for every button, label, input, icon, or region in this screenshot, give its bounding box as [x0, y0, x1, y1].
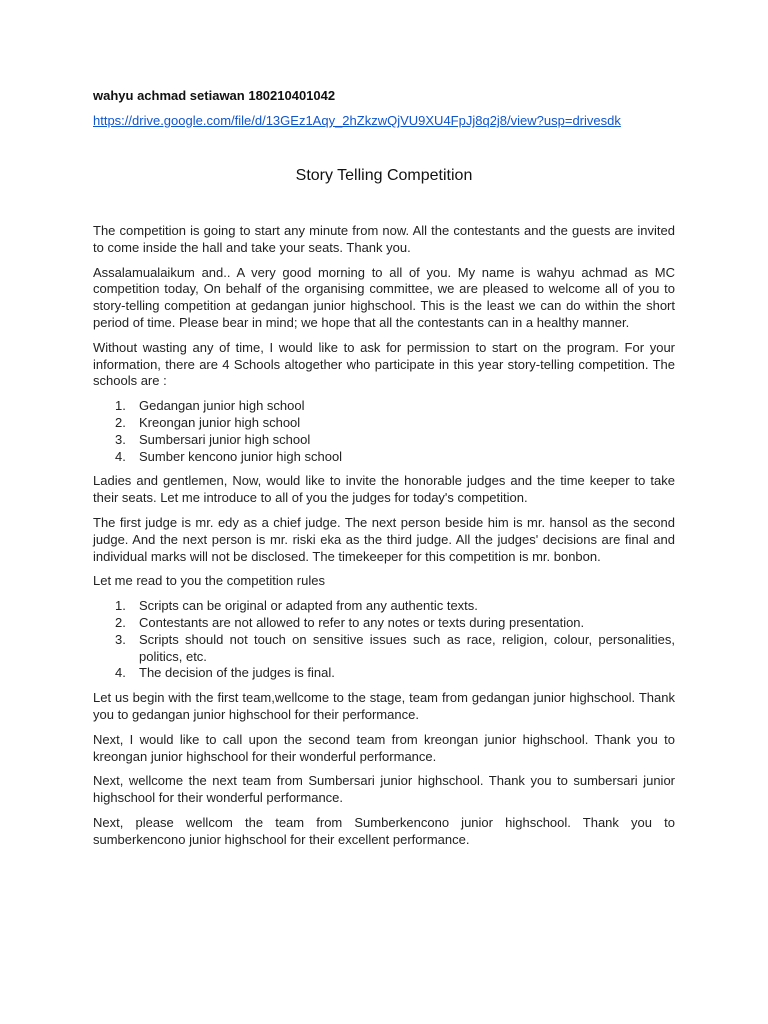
list-item	[93, 665, 675, 682]
paragraph-team-3: Next, wellcome the next team from Sumbersari junior highschool. Thank you to sumbersari junior highschool for their wonderful performance.	[93, 773, 675, 806]
list-text: Scripts should not touch on sensitive issues such as race, religion, colour, personalities, politics, etc.	[139, 631, 675, 664]
paragraph-intro: The competition is going to start any minute from now. All the contestants and the guests are invited to come inside the hall and take your seats. Thank you.	[93, 223, 675, 255]
list-number: 4.	[115, 665, 126, 681]
paragraph-rules-intro: Let me read to you the competition rules	[93, 573, 325, 589]
list-number: 3.	[115, 431, 126, 447]
list-item	[93, 415, 675, 432]
author-line: wahyu achmad setiawan 180210401042	[93, 88, 336, 103]
list-item	[93, 398, 675, 415]
list-item	[93, 598, 675, 615]
list-number: 3.	[115, 631, 126, 647]
list-text: Kreongan junior high school	[139, 414, 301, 430]
list-text: Sumber kencono junior high school	[139, 448, 343, 464]
paragraph-team-1: Let us begin with the first team,wellcome to the stage, team from gedangan junior highschool. Thank you to gedangan junior highschool for their performance.	[93, 690, 675, 722]
paragraph-judges: The first judge is mr. edy as a chief judge. The next person beside him is mr. hansol as the second judge. And the next person is mr. riski eka as the third judge. All the judges' decisions are final and individual marks will not be disclosed. The timekeeper for this competition is mr. bonbon.	[93, 514, 675, 564]
list-text: Gedangan junior high school	[139, 398, 305, 414]
list-number: 2.	[115, 614, 126, 630]
paragraph-greeting: Assalamualaikum and.. A very good morning to all of you. My name is wahyu achmad as MC competition today, On behalf of the organising committee, we are pleased to welcome all of you to story-telling competition at gedangan junior highschool. This is the least we can do within the short period of time. Please bear in mind; we hope that all the contestants can in a healthy manner.	[93, 264, 675, 330]
list-number: 4.	[115, 448, 126, 464]
paragraph-schools-intro: Without wasting any of time, I would like to ask for permission to start on the program. For your information, there are 4 Schools altogether who participate in this year story-telling competition. The schools are :	[93, 339, 675, 389]
rules-list	[93, 598, 675, 682]
paragraph-team-2: Next, I would like to call upon the second team from kreongan junior highschool. Thank you to kreongan junior highschool for their wonderful performance.	[93, 731, 675, 764]
schools-list	[93, 398, 675, 465]
list-number: 2.	[115, 414, 126, 430]
document-title: Story Telling Competition	[295, 167, 473, 184]
list-text: Sumbersari junior high school	[139, 431, 311, 447]
list-text: Scripts can be original or adapted from any authentic texts.	[139, 598, 478, 614]
paragraph-judges-invite: Ladies and gentlemen, Now, would like to invite the honorable judges and the time keeper to take their seats. Let me introduce to all of you the judges for today's competition.	[93, 473, 675, 506]
list-item	[93, 449, 675, 466]
paragraph-team-4: Next, please wellcom the team from Sumberkencono junior highschool. Thank you to sumberkencono junior highschool for their excellent performance.	[93, 814, 675, 847]
list-number: 1.	[115, 598, 126, 614]
list-text: Contestants are not allowed to refer to any notes or texts during presentation.	[139, 614, 585, 630]
list-text: The decision of the judges is final.	[139, 665, 335, 681]
list-item	[93, 615, 675, 632]
drive-link[interactable]: https://drive.google.com/file/d/13GEz1Aqy_2hZkzwQjVU9XU4FpJj8q2j8/view?usp=drivesdk	[93, 113, 621, 128]
document-body	[93, 223, 675, 857]
list-item	[93, 632, 675, 666]
list-number: 1.	[115, 398, 126, 414]
list-item	[93, 432, 675, 449]
